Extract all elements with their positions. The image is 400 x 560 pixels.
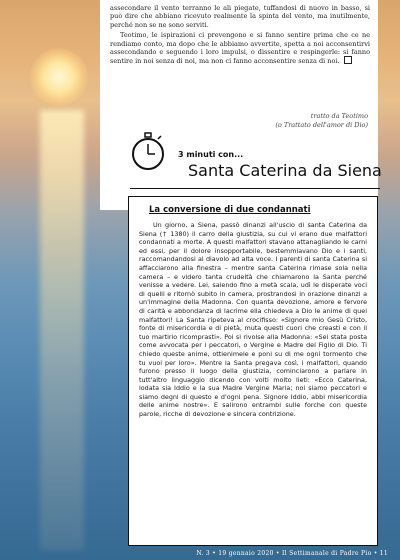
source-line-1: tratto da Teotimo [310, 112, 368, 120]
section-kicker: 3 minuti con... [178, 150, 244, 159]
end-of-article-mark [344, 56, 352, 64]
page-footer: N. 3 • 19 gennaio 2020 • Il Settimanale di Padre Pio • 11 [196, 550, 388, 557]
sun-reflection [40, 110, 84, 550]
previous-article-excerpt [100, 0, 378, 140]
title-underline [130, 188, 380, 189]
source-line-2: (o Trattato dell'amor di Dio) [275, 120, 368, 129]
excerpt-paragraph-1: assecondare il vento terranno le ali piegate, tuffandosi di nuovo in basso, si può dire che abbiano ricevuto realmente la spinta del vento, ma inutilmente, perché non se ne sono serviti. [110, 4, 370, 29]
source-citation [275, 112, 368, 129]
article-body: Un giorno, a Siena, passò dinanzi all'uscio di santa Caterina da Siena († 1380) il carro della giustizia, su cui vi erano due malfattori condannati a morte. A questi malfattori stavano attanagliando le carni ed essi, per il dolore insopportabile, bestemmiavano Dio e i santi, raccomandandosi al diavolo ad alta voce. I parenti di santa Caterina si affacciarono alla finestra – mentre santa Caterina rimase sola nella camera – e videro tanta crudeltà che chiamarono la Santa perché venisse a vedere. Lei, salendo fino a metà scala, udì le disperate voci di quelli e ritornò subito in camera, prostrandosi in orazione dinanzi a un'immagine della Madonna. Con quanta devozione, amore e fervore di carità e abbondanza di lacrime ella chiedeva a Dio le anime di quei malfattori! La Santa ripeteva al crocifisso: «Signore mio Gesù Cristo, fonte di misericordia e di pietà, muta questi cuori che creasti e con il tuo martirio ricomprasti». Poi si rivolse alla Madonna: «Sei stata posta come avvocata per i peccatori, o Vergine e Madre del Figlio di Dio. Ti chiedo queste anime, ottienimele e poni su di me ogni tormento che tu vuoi per loro». Mentre la Santa pregava così, i malfattori, quando furono presso il luogo della giustizia, cominciarono a parlare in tutt'altro linguaggio dicendo con volti molto lieti: «Ecco Caterina, lodata sia Iddio e la sua Madre Vergine Maria; noi siamo peccatori e siamo degni di questo e d'ogni pena. Signore Iddio, abbi misericordia delle anime nostre». E salirono entrambi sulle forche con queste parole, ricche di devozione e sincera contrizione. [139, 221, 367, 419]
stopwatch-icon [128, 132, 168, 172]
sun [30, 48, 88, 106]
page-title: Santa Caterina da Siena [188, 161, 382, 180]
article-title: La conversione di due condannati [149, 205, 311, 215]
excerpt-paragraph-2 [110, 31, 370, 66]
excerpt-paragraph-2-text: Teotimo, le ispirazioni ci prevengono e si fanno sentire prima che ce ne rendiamo conto, ma dopo che le abbiamo avvertite, spetta a noi acconsentirvi assecondando e seguendo i loro impulsi, o dissentire e respingerle: si fanno sentire in noi senza di noi, ma non ci fanno acconsentire senza di noi. [110, 31, 370, 66]
article-card [128, 196, 378, 546]
